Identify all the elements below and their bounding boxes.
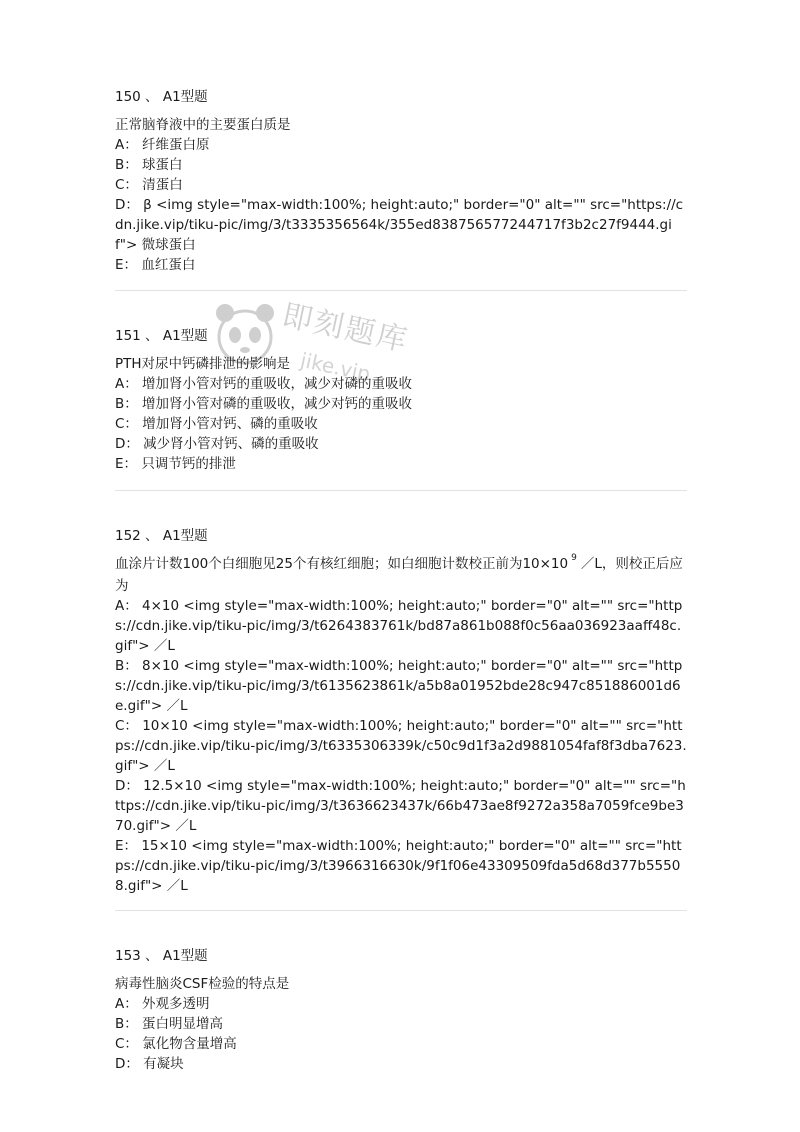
question-header: 150 、 A1型题 <box>115 89 208 105</box>
question-153 <box>115 946 687 1074</box>
divider <box>115 490 687 491</box>
option-b: B： 8×10 <img style="max-width:100%; height:auto;" border="0" alt="" src="https://cdn.jike.vip/tiku-pic/img/3/t6135623861k/a5b8a01952bde28c947c851886001d6e.gif"> ／L <box>115 658 683 714</box>
divider <box>115 910 687 911</box>
question-stem: PTH对尿中钙磷排泄的影响是 <box>115 356 291 372</box>
question-header: 152 、 A1型题 <box>115 528 208 544</box>
option-c: C： 10×10 <img style="max-width:100%; height:auto;" border="0" alt="" src="https://cdn.jike.vip/tiku-pic/img/3/t6335306339k/c50c9d1f3a2d9881054faf8f3dba7623.gif"> ／L <box>115 718 687 774</box>
option-a: A： 外观多透明 <box>115 996 210 1012</box>
option-b: B： 增加肾小管对磷的重吸收，减少对钙的重吸收 <box>115 396 413 412</box>
option-b: B： 球蛋白 <box>115 157 183 173</box>
question-152 <box>115 526 687 896</box>
stem-superscript: 9 <box>571 553 577 563</box>
question-stem: 病毒性脑炎CSF检验的特点是 <box>115 976 290 992</box>
question-stem <box>115 554 687 596</box>
stem-text-end: ／L，则校正后应为 <box>115 556 683 594</box>
option-c: C： 清蛋白 <box>115 177 183 193</box>
option-d: D： β <img style="max-width:100%; height:auto;" border="0" alt="" src="https://cdn.jike.vip/tiku-pic/img/3/t3335356564k/355ed838756577244717f3b2c27f9444.gif"> 微球蛋白 <box>115 197 684 253</box>
option-d: D： 12.5×10 <img style="max-width:100%; height:auto;" border="0" alt="" src="https://cdn.jike.vip/tiku-pic/img/3/t3636623437k/66b473ae8f9272a358a7059fce9be370.gif"> ／L <box>115 778 686 834</box>
watermark-text: 即刻题库 <box>279 297 412 359</box>
option-a: A： 增加肾小管对钙的重吸收，减少对磷的重吸收 <box>115 376 413 392</box>
option-c: C： 氯化物含量增高 <box>115 1036 237 1052</box>
option-e: E： 15×10 <img style="max-width:100%; height:auto;" border="0" alt="" src="https://cdn.jike.vip/tiku-pic/img/3/t3966316630k/9f1f06e43309509fda5d68d377b55508.gif"> ／L <box>115 838 682 894</box>
option-a: A： 4×10 <img style="max-width:100%; height:auto;" border="0" alt="" src="https://cdn.jike.vip/tiku-pic/img/3/t6264383761k/bd87a861b088f0c56aa036923aaff48c.gif"> ／L <box>115 598 683 654</box>
option-e: E： 只调节钙的排泄 <box>115 456 236 472</box>
question-header: 153 、 A1型题 <box>115 948 208 964</box>
option-a: A： 纤维蛋白原 <box>115 137 210 153</box>
option-e: E： 血红蛋白 <box>115 257 196 273</box>
divider <box>115 290 687 291</box>
option-b: B： 蛋白明显增高 <box>115 1016 224 1032</box>
stem-text: 血涂片计数100个白细胞见25个有核红细胞；如白细胞计数校正前为10×10 <box>115 556 569 572</box>
option-d: D： 减少肾小管对钙、磷的重吸收 <box>115 436 319 452</box>
option-c: C： 增加肾小管对钙、磷的重吸收 <box>115 416 318 432</box>
question-stem: 正常脑脊液中的主要蛋白质是 <box>115 117 291 133</box>
question-header: 151 、 A1型题 <box>115 328 208 344</box>
option-d: D： 有凝块 <box>115 1056 184 1072</box>
watermark-subtext: jike.vip <box>298 347 373 387</box>
question-150 <box>115 87 687 275</box>
question-151 <box>115 326 687 474</box>
